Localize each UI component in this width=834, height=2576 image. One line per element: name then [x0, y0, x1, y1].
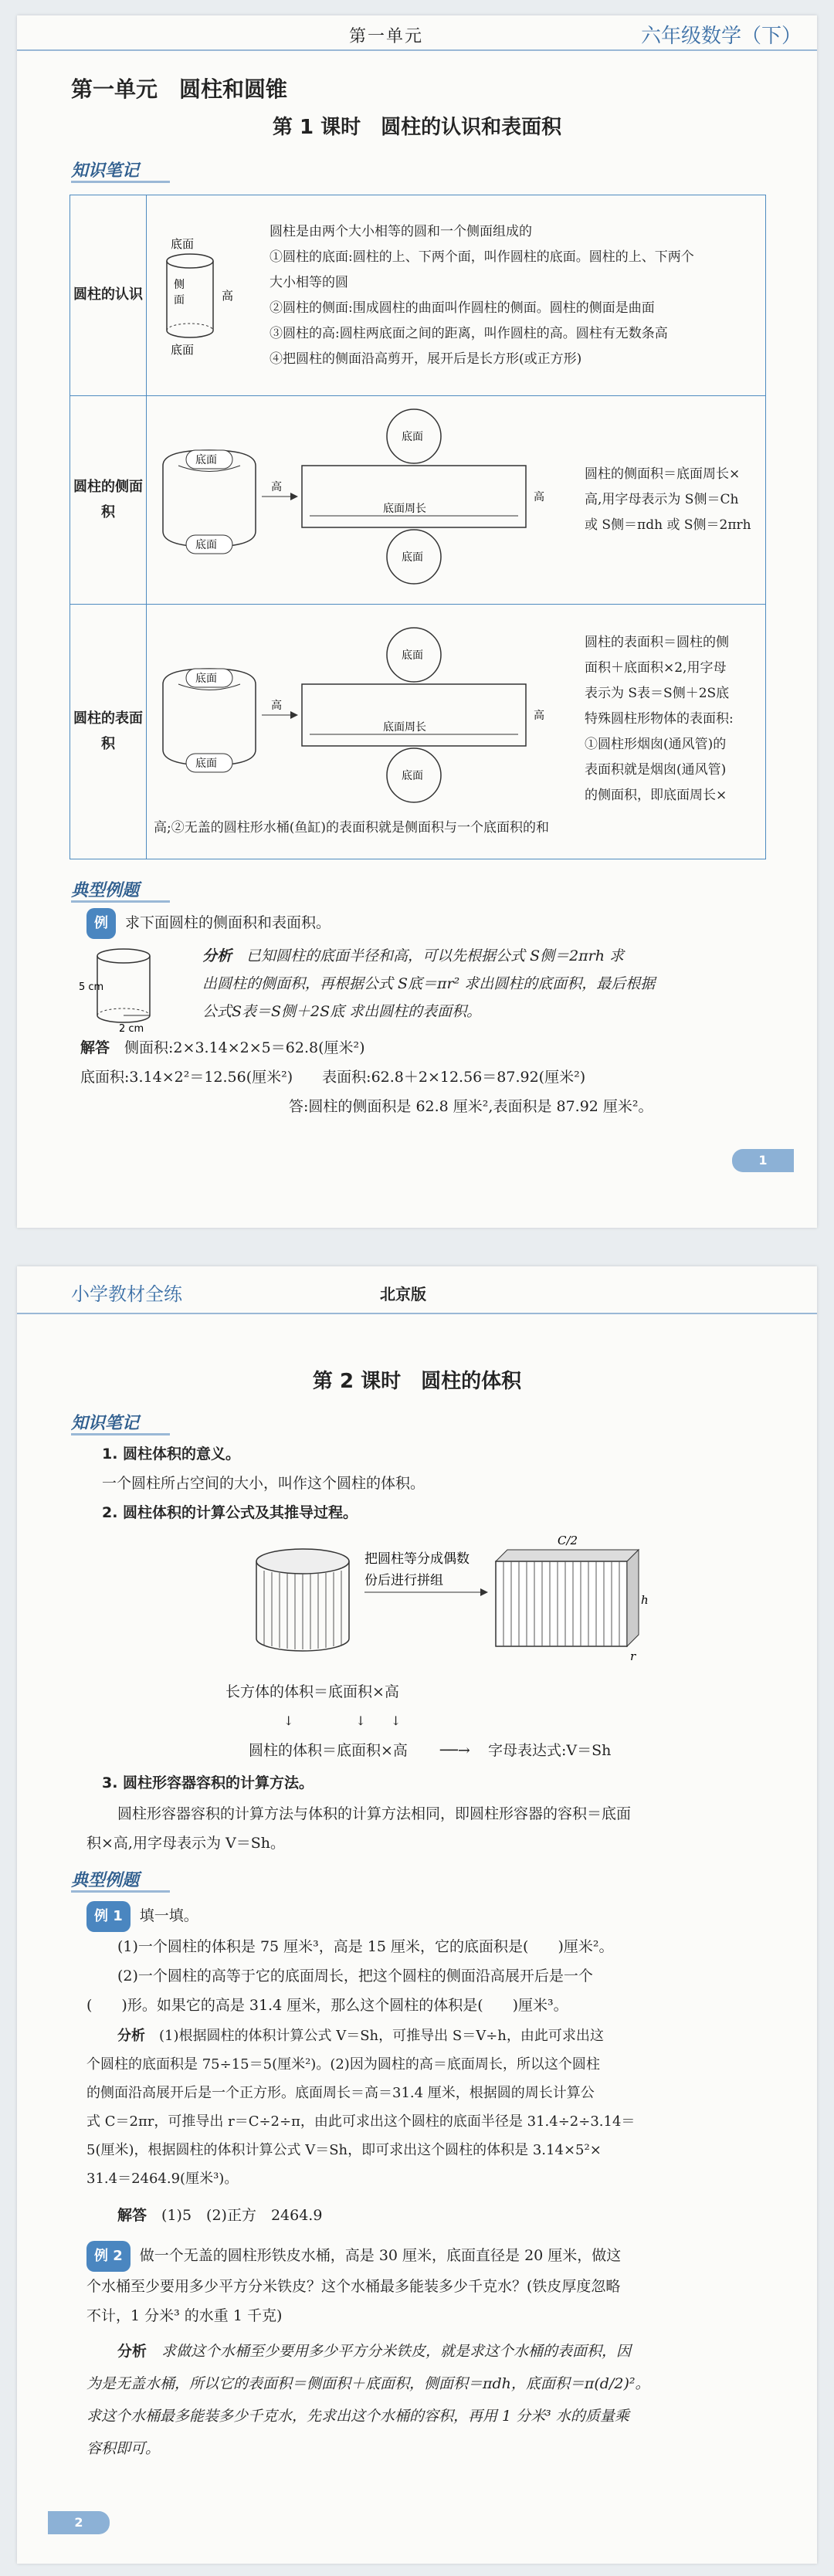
analysis-line: 求这个水桶最多能装多少千克水，先求出这个水桶的容积，再用 1 分米³ 水的质量乘 — [86, 2408, 629, 2425]
label-h: h — [641, 1593, 649, 1607]
question-line: 个水桶至少要用多少平方分米铁皮？这个水桶最多能装多少千克水？(铁皮厚度忽略 — [86, 2278, 621, 2295]
heading-2: 2. 圆柱体积的计算公式及其推导过程。 — [102, 1504, 358, 1521]
analysis-label: 分析 — [202, 947, 232, 964]
label-circumference: 底面周长 — [383, 721, 426, 734]
analysis-line: (1)根据圆柱的体积计算公式 V＝Sh，可推导出 S＝V÷h，由此可求出这 — [159, 2028, 604, 2044]
label-bottom: 底面 — [195, 453, 217, 466]
recognition-line: ④把圆柱的侧面沿高剪开，展开后是长方形(或正方形) — [270, 351, 582, 367]
label-height: 高 — [271, 480, 282, 493]
label-r: r — [630, 1649, 636, 1663]
header-grade: 六年级数学（下） — [640, 25, 802, 48]
para-1: 一个圆柱所占空间的大小，叫作这个圆柱的体积。 — [102, 1475, 425, 1492]
notes-tag: 知识笔记 — [71, 158, 170, 181]
formula-cylinder: 圆柱的体积＝底面积×高 — [249, 1742, 408, 1759]
formula-cuboid: 长方体的体积＝底面积×高 — [225, 1683, 399, 1700]
analysis-line: 为是无盖水桶，所以它的表面积＝侧面积＋底面积，侧面积＝πdh，底面积＝π(d/2)²。 — [86, 2375, 650, 2392]
example-cylinder-figure — [79, 942, 164, 1035]
example-badge: 例 — [86, 908, 116, 939]
label-height-5cm: 5 cm — [79, 981, 104, 993]
recognition-line: ②圆柱的侧面:围成圆柱的曲面叫作圆柱的侧面。圆柱的侧面是曲面 — [270, 300, 655, 316]
examples-tag: 典型例题 — [71, 877, 170, 901]
fig-text-1: 把圆柱等分成偶数 — [364, 1551, 470, 1567]
volume-derivation-figure — [249, 1530, 650, 1669]
lesson-title: 第 2 课时 圆柱的体积 — [312, 1370, 522, 1393]
examples-tag: 典型例题 — [71, 1867, 170, 1891]
surface-text — [580, 630, 734, 808]
example-1-q2b: ( )形。如果它的高是 31.4 厘米，那么这个圆柱的体积是( )厘米³。 — [86, 1997, 568, 2014]
label-bottom: 底面 — [195, 673, 217, 685]
label-bottom-bottom: 底面 — [171, 342, 195, 357]
page-header — [17, 1266, 817, 1314]
example-1-q1: (1)一个圆柱的体积是 75 厘米³，高是 15 厘米，它的底面积是( )厘米²。 — [117, 1938, 614, 1955]
row-recognition — [147, 195, 766, 396]
lateral-unfold-figure — [147, 404, 580, 597]
page-2 — [17, 1266, 817, 2564]
surface-line: 特殊圆柱形物体的表面积: — [585, 710, 734, 727]
lateral-line: 或 S侧＝πdh 或 S侧＝2πrh — [585, 517, 751, 533]
page-header — [17, 15, 817, 51]
row-surface — [147, 605, 766, 859]
label-bottom: 底面 — [402, 551, 423, 564]
surface-unfold-figure — [147, 622, 580, 815]
analysis-line: 5(厘米)，根据圆柱的体积计算公式 V＝Sh，即可求出这个圆柱的体积是 3.14×5²× — [86, 2142, 602, 2158]
page-number: 2 — [48, 2511, 110, 2534]
heading-3: 3. 圆柱形容器容积的计算方法。 — [102, 1774, 314, 1791]
row-label-surface: 圆柱的表面积 — [70, 605, 147, 859]
header-brand: 小学教材全练 — [71, 1283, 182, 1305]
analysis-line: 公式S表＝S侧＋2S底 求出圆柱的表面积。 — [202, 1003, 482, 1020]
recognition-line: ③圆柱的高:圆柱两底面之间的距离，叫作圆柱的高。圆柱有无数条高 — [270, 325, 668, 341]
label-height: 高 — [534, 710, 544, 722]
example-analysis — [202, 942, 655, 1025]
row-label-lateral: 圆柱的侧面积 — [70, 396, 147, 605]
fig-text-2: 份后进行拼组 — [364, 1573, 443, 1588]
analysis-line: 容积即可。 — [86, 2440, 161, 2457]
label-bottom: 底面 — [195, 538, 217, 551]
notes-tag: 知识笔记 — [71, 1410, 170, 1434]
surface-line: 圆柱的表面积＝圆柱的侧 — [585, 634, 729, 650]
example-2-question — [86, 2241, 621, 2330]
example-question: 求下面圆柱的侧面积和表面积。 — [125, 914, 331, 931]
label-bottom: 底面 — [402, 649, 423, 662]
surface-line: 表面积就是烟囱(通风管) — [585, 761, 727, 778]
example-1-answer — [117, 2201, 322, 2230]
example-2-badge: 例 2 — [86, 2241, 131, 2272]
label-height: 高 — [271, 700, 282, 712]
analysis-label: 分析 — [117, 2028, 145, 2044]
lateral-text — [580, 462, 751, 538]
para-3b: 积×高,用字母表示为 V＝Sh。 — [86, 1835, 285, 1852]
cylinder-figure — [147, 226, 263, 365]
label-bottom-top: 底面 — [171, 236, 195, 251]
label-circumference: 底面周长 — [383, 502, 426, 515]
analysis-line: 出圆柱的侧面积，再根据公式 S底＝πr² 求出圆柱的底面积，最后根据 — [202, 975, 656, 992]
label-bottom: 底面 — [402, 430, 423, 443]
answer-label: 解答 — [117, 2207, 147, 2224]
answer-line: 答:圆柱的侧面积是 62.8 厘米²,表面积是 87.92 厘米²。 — [289, 1098, 653, 1115]
recognition-line: 大小相等的圆 — [270, 274, 348, 290]
label-bottom: 底面 — [402, 770, 423, 782]
question-line: 不计，1 分米³ 的水重 1 千克) — [86, 2307, 283, 2324]
unit-title: 第一单元 圆柱和圆锥 — [71, 76, 288, 102]
example-answer — [80, 1033, 653, 1121]
label-side-2: 面 — [174, 293, 185, 307]
answer-text: (1)5 (2)正方 2464.9 — [161, 2207, 323, 2224]
recognition-text — [263, 219, 694, 372]
formula-arrow-right: ──→ — [440, 1742, 470, 1759]
answer-line: 侧面积:2×3.14×2×5＝62.8(厘米²) — [124, 1039, 365, 1056]
lateral-line: 圆柱的侧面积＝底面周长× — [585, 466, 741, 482]
analysis-line: 式 C＝2πr，可推导出 r＝C÷2÷π，由此可求出这个圆柱的底面半径是 31.4÷2÷3.14＝ — [86, 2113, 636, 2130]
analysis-line: 已知圆柱的底面半径和高，可以先根据公式 S侧＝2πrh 求 — [246, 947, 625, 964]
analysis-line: 求做这个水桶至少要用多少平方分米铁皮，就是求这个水桶的表面积，因 — [161, 2343, 632, 2360]
surface-line: 表示为 S表＝S侧＋2S底 — [585, 685, 730, 701]
label-c-half: C/2 — [558, 1534, 578, 1547]
recognition-line: 圆柱是由两个大小相等的圆和一个侧面组成的 — [270, 223, 532, 239]
example-1-badge: 例 1 — [86, 1901, 131, 1932]
surface-last-line: 高;②无盖的圆柱形水桶(鱼缸)的表面积就是侧面积与一个底面积的和 — [154, 820, 549, 836]
recognition-line: ①圆柱的底面:圆柱的上、下两个面，叫作圆柱的底面。圆柱的上、下两个 — [270, 249, 694, 265]
analysis-label: 分析 — [117, 2343, 147, 2360]
header-unit: 第一单元 — [349, 27, 424, 46]
lesson-title: 第 1 课时 圆柱的认识和表面积 — [272, 116, 562, 139]
surface-line: ①圆柱形烟囱(通风管)的 — [585, 736, 727, 752]
knowledge-table — [70, 195, 766, 859]
page-number: 1 — [732, 1149, 794, 1172]
label-bottom: 底面 — [195, 758, 217, 770]
para-3a: 圆柱形容器容积的计算方法与体积的计算方法相同，即圆柱形容器的容积＝底面 — [117, 1805, 632, 1822]
label-side-1: 侧 — [174, 278, 185, 291]
page-1 — [17, 15, 817, 1228]
label-height: 高 — [534, 490, 544, 503]
question-line: 做一个无盖的圆柱形铁皮水桶，高是 30 厘米，底面直径是 20 厘米，做这 — [139, 2247, 622, 2264]
label-radius-2cm: 2 cm — [119, 1023, 144, 1035]
example-1-title: 填一填。 — [139, 1907, 198, 1924]
header-edition: 北京版 — [380, 1285, 426, 1303]
heading-1: 1. 圆柱体积的意义。 — [102, 1446, 241, 1463]
lateral-line: 高,用字母表示为 S侧＝Ch — [585, 492, 739, 507]
row-lateral — [147, 396, 766, 605]
row-label-recognition: 圆柱的认识 — [70, 195, 147, 396]
formula-arrows: ↓ ↓ ↓ — [283, 1713, 402, 1728]
example-2-analysis — [86, 2335, 649, 2465]
answer-label: 解答 — [80, 1039, 110, 1056]
example-1-analysis — [86, 2022, 635, 2193]
formula-letters: 字母表达式:V＝Sh — [488, 1742, 612, 1759]
surface-line: 的侧面积，即底面周长× — [585, 787, 727, 803]
example-1-title-line — [86, 1901, 198, 1932]
answer-line: 底面积:3.14×2²＝12.56(厘米²) 表面积:62.8＋2×12.56＝87.92(厘米²) — [80, 1069, 586, 1086]
analysis-line: 的侧面沿高展开后是一个正方形。底面周长＝高＝31.4 厘米，根据圆的周长计算公 — [86, 2085, 595, 2101]
analysis-line: 31.4＝2464.9(厘米³)。 — [86, 2171, 239, 2187]
example-1-q2a: (2)一个圆柱的高等于它的底面周长，把这个圆柱的侧面沿高展开后是一个 — [117, 1968, 593, 1985]
analysis-line: 个圆柱的底面积是 75÷15＝5(厘米²)。(2)因为圆柱的高＝底面周长，所以这个圆柱 — [86, 2056, 600, 2073]
example-question-line — [86, 908, 331, 939]
surface-line: 面积＋底面积×2,用字母 — [585, 659, 727, 676]
label-height: 高 — [222, 288, 234, 303]
